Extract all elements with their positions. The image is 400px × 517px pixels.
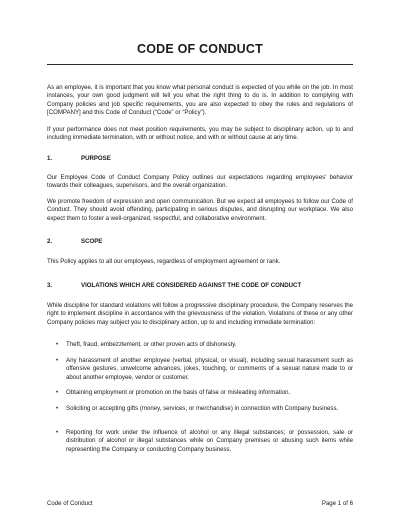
section-heading-scope (47, 238, 353, 246)
intro-paragraph-2: If your performance does not meet position requirements, you may be subject to disciplinary action, up to and including immediate termination, with or without notice, and with or without cause at any time. (47, 126, 353, 142)
purpose-paragraph-1: Our Employee Code of Conduct Company Policy outlines our expectations regarding employees’ behavior towards their colleagues, supervisors, and the overall organization. (47, 174, 353, 190)
section-title: SCOPE (81, 238, 103, 245)
violation-bullet-1 (56, 341, 353, 349)
section-number: 1. (47, 155, 53, 162)
bullet-text: Soliciting or accepting gifts (money, services, or merchandise) in connection with Company business. (66, 405, 339, 412)
bullet-text: Theft, fraud, embezzlement, or other proven acts of dishonesty. (66, 341, 237, 348)
violation-bullet-5 (56, 429, 353, 454)
footer-document-name: Code of Conduct (47, 500, 93, 507)
bullet-symbol: • (56, 357, 59, 364)
intro-paragraph-1: As an employee, it is important that you know what personal conduct is expected of you while on the job. In most instances, your own good judgment will tell you what the right thing to do is. In addition to complying with Company policies and job specific requirements, you are also expected to obey the rules and regulations of [COMPANY] and this Code of Conduct (“Code” or “Policy”). (47, 84, 353, 117)
bullet-symbol: • (56, 429, 59, 436)
violation-bullet-4 (56, 405, 353, 413)
section-heading-purpose (47, 155, 353, 163)
purpose-paragraph-2: We promote freedom of expression and open communication. But we expect all employees to follow our Code of Conduct. They should avoid offending, participating in serious disputes, and disrupting our workplace. We also expect them to foster a well-organized, respectful, and collaborative environment. (47, 198, 353, 222)
section-title: PURPOSE (81, 155, 111, 162)
scope-paragraph: This Policy applies to all our employees, regardless of employment agreement or rank. (47, 258, 281, 265)
violations-paragraph: While discipline for standard violations will follow a progressive disciplinary procedure, the Company reserves the right to implement discipline in accordance with the grievousness of the violation. Violations of these or any other Company policies may subject you to disciplinary action, up to and including immediate termination: (47, 302, 353, 326)
document-title: CODE OF CONDUCT (137, 42, 263, 56)
section-title: VIOLATIONS WHICH ARE CONSIDERED AGAINST THE CODE OF CONDUCT (81, 282, 302, 289)
section-number: 2. (47, 238, 53, 245)
bullet-text: Any harassment of another employee (verbal, physical, or visual), including sexual harassment such as offensive gestures, unwelcome advances, jokes, touching, or comments of a sexual nature made to or about another employee, vendor or customer. (66, 357, 353, 381)
violation-bullet-2 (56, 357, 353, 382)
bullet-symbol: • (56, 405, 59, 412)
title-divider (47, 64, 353, 65)
footer-page-number: Page 1 of 6 (321, 500, 353, 507)
section-heading-violations (47, 282, 353, 290)
bullet-symbol: • (56, 341, 59, 348)
page-footer (47, 500, 353, 508)
section-number: 3. (47, 282, 53, 289)
bullet-text: Reporting for work under the influence of alcohol or any illegal substances; or possession, sale or distribution of alcohol or illegal substances while on Company premises or abusing such items while representing the Company or conducting Company business. (66, 429, 353, 453)
bullet-text: Obtaining employment or promotion on the basis of false or misleading information. (66, 389, 291, 396)
violation-bullet-3 (56, 389, 353, 397)
bullet-symbol: • (56, 389, 59, 396)
